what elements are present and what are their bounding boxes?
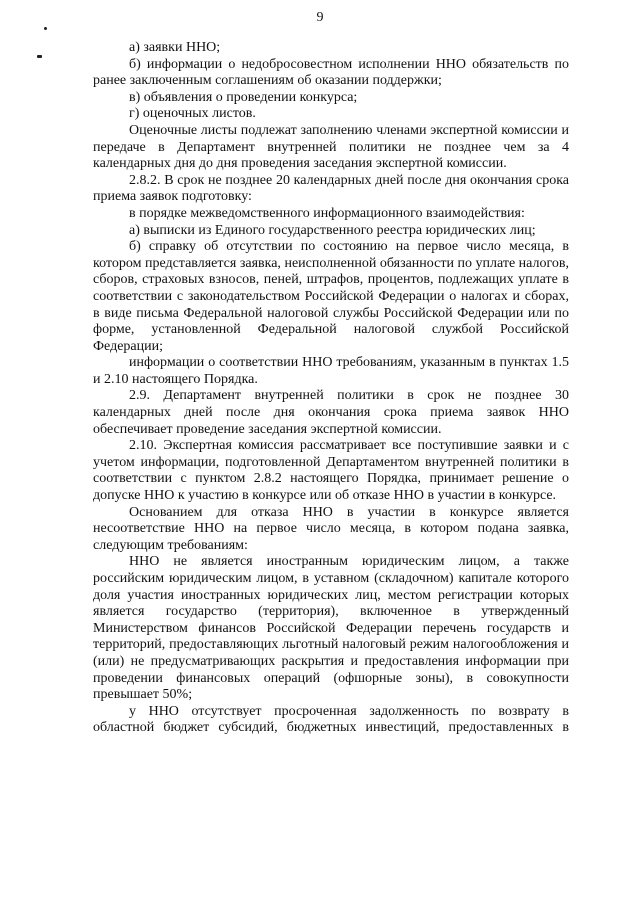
scan-mark bbox=[37, 55, 42, 58]
paragraph: в порядке межведомственного информационного взаимодействия: bbox=[129, 205, 525, 221]
paragraph: ННО не является иностранным юридическим лицом, а также российским юридическим лицом, в уставном (складочном) капитале которого доля участия иностранных юридических лиц, местом регистрации которых является государство (территория), включенное в утвержденный Министерством финансов Российской Федерации перечень государств и территорий, предоставляющих льготный налоговый режим налогообложения и (или) не предусматривающих раскрытия и предоставления информации при проведении финансовых операций (офшорные зоны), в совокупности превышает 50%; bbox=[93, 554, 569, 703]
paragraph: а) выписки из Единого государственного реестра юридических лиц; bbox=[129, 222, 536, 238]
paragraph: 2.10. Экспертная комиссия рассматривает все поступившие заявки и с учетом информации, подготовленной Департаментом внутренней политики в соответствии с пунктом 2.8.2 настоящего Порядка, принимает решение о допуске ННО к участию в конкурсе или об отказе ННО в участии в конкурсе. bbox=[93, 438, 569, 504]
paragraph: г) оценочных листов. bbox=[129, 106, 256, 122]
paragraph: Основанием для отказа ННО в участии в конкурсе является несоответствие ННО на первое число месяца, в котором подана заявка, следующим требованиям: bbox=[93, 504, 569, 553]
paragraph: б) справку об отсутствии по состоянию на первое число месяца, в котором представляется заявка, неисполненной обязанности по уплате налогов, сборов, страховых взносов, пеней, штрафов, процентов, подлежащих уплате в соответствии с законодательством Российской Федерации о налогах и сборах, в виде письма Федеральной налоговой службы Российской Федерации или по форме, установленной Федеральной налоговой службой Российской Федерации; bbox=[93, 239, 569, 354]
paragraph: б) информации о недобросовестном исполнении ННО обязательств по ранее заключенным соглашениям об оказании поддержки; bbox=[93, 56, 569, 89]
scan-mark bbox=[44, 27, 47, 30]
paragraph: информации о соответствии ННО требованиям, указанным в пунктах 1.5 и 2.10 настоящего Порядка. bbox=[93, 355, 569, 387]
paragraph: в) объявления о проведении конкурса; bbox=[129, 89, 358, 105]
paragraph: а) заявки ННО; bbox=[129, 40, 221, 55]
paragraph: Оценочные листы подлежат заполнению членами экспертной комиссии и передаче в Департамент внутренней политики не позднее чем за 4 календарных дня до дня проведения заседания экспертной комиссии. bbox=[93, 122, 569, 172]
page-number: 9 bbox=[316, 10, 324, 25]
paragraph: у ННО отсутствует просроченная задолженность по возврату в областной бюджет субсидий, бюджетных инвестиций, предоставленных в bbox=[93, 703, 569, 736]
paragraph: 2.8.2. В срок не позднее 20 календарных дней после дня окончания срока приема заявок подготовку: bbox=[93, 172, 569, 205]
paragraph: 2.9. Департамент внутренней политики в срок не позднее 30 календарных дней после дня окончания срока приема заявок ННО обеспечивает проведение заседания экспертной комиссии. bbox=[93, 388, 569, 437]
document-body bbox=[93, 40, 569, 737]
